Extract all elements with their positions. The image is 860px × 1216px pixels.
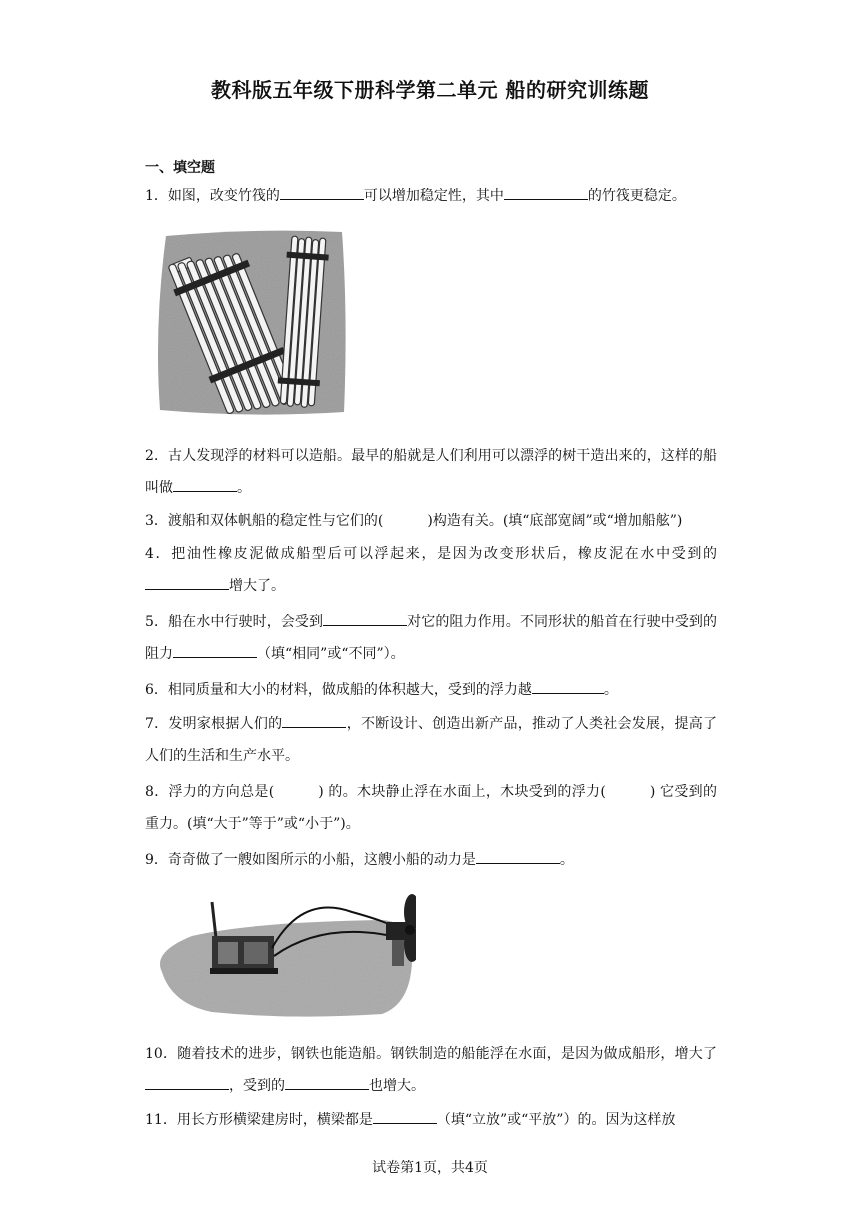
question-11: 11．用长方形横梁建房时，横梁都是 （填“立放”或“平放”）的。因为这样放: [145, 1104, 717, 1136]
page-footer: 试卷第1页，共4页: [372, 1160, 488, 1176]
answer-blank[interactable]: [373, 1109, 437, 1124]
answer-blank[interactable]: [476, 849, 560, 864]
question-7: 7．发明家根据人们的 ，不断设计、创造出新产品，推动了人类社会发展，提高了人们的生活和生产水平。: [145, 708, 717, 772]
bamboo-raft-image: [152, 226, 352, 418]
answer-blank[interactable]: [282, 713, 346, 728]
question-4: 4．把油性橡皮泥做成船型后可以浮起来，是因为改变形状后，橡皮泥在水中受到的增大了。: [145, 546, 717, 594]
question-10: 10．随着技术的进步，钢铁也能造船。钢铁制造的船能浮在水面，是因为做成船形，增大了，受到的 也增大。: [145, 1046, 717, 1094]
question-6: 6．相同质量和大小的材料，做成船的体积越大，受到的浮力越 。: [145, 674, 717, 706]
section-heading: 一、填空题: [145, 160, 215, 176]
question-9: 9．奇奇做了一艘如图所示的小船，这艘小船的动力是 。: [145, 844, 717, 876]
answer-blank[interactable]: [173, 643, 257, 658]
question-5: 5．船在水中行驶时，会受到 对它的阻力作用。不同形状的船首在行驶中受到的阻力 （填“相同”或“不同”）。: [145, 606, 717, 670]
question-3: 3．渡船和双体帆船的稳定性与它们的( )构造有关。(填“底部宽阔”或“增加船舷”): [145, 513, 683, 529]
answer-blank[interactable]: [145, 1075, 229, 1090]
page-title: 教科版五年级下册科学第二单元 船的研究训练题: [211, 78, 649, 102]
answer-blank[interactable]: [173, 477, 237, 492]
question-8: 8．浮力的方向总是( ) 的。木块静止浮在水面上，木块受到的浮力( ) 它受到的重力。(填“大于”等于”或“小于”)。: [145, 784, 717, 832]
answer-blank[interactable]: [145, 575, 229, 590]
answer-blank[interactable]: [285, 1075, 369, 1090]
question-2: 2．古人发现浮的材料可以造船。最早的船就是人们利用可以漂浮的树干造出来的，这样的船叫做 。: [145, 448, 717, 496]
question-1: 1．如图，改变竹筏的 可以增加稳定性，其中 的竹筏更稳定。: [145, 180, 717, 212]
answer-blank[interactable]: [280, 185, 364, 200]
answer-blank[interactable]: [323, 611, 407, 626]
answer-blank[interactable]: [532, 679, 604, 694]
small-boat-image: [152, 892, 416, 1020]
answer-blank[interactable]: [504, 185, 588, 200]
